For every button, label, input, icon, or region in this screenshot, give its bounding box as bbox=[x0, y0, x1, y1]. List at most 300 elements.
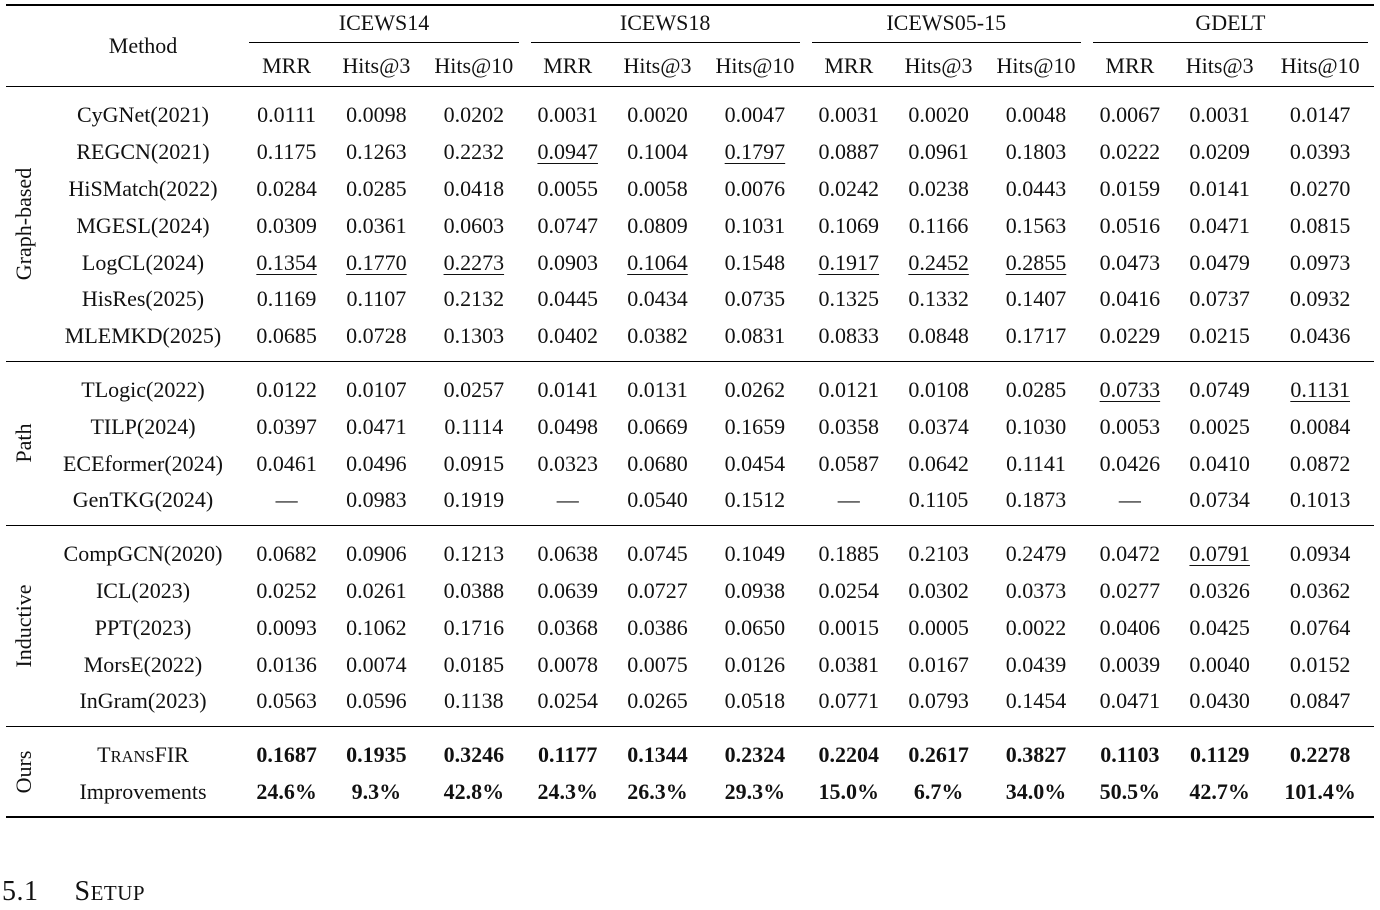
value-cell bbox=[525, 726, 611, 773]
method-cell: TILP(2024) bbox=[90, 413, 196, 439]
metric-value: 0.0202 bbox=[443, 102, 505, 128]
metric-header: MRR bbox=[824, 53, 874, 78]
metric-value: 0.0277 bbox=[1099, 577, 1161, 603]
section-heading bbox=[2, 876, 145, 908]
value-cell bbox=[423, 207, 525, 244]
metric-value: 0.0121 bbox=[818, 376, 880, 402]
metric-value: 0.0076 bbox=[724, 175, 786, 201]
group-label: Ours bbox=[11, 750, 37, 793]
value-cell bbox=[1173, 207, 1266, 244]
group-label-cell bbox=[6, 726, 43, 817]
table-row bbox=[6, 361, 1374, 408]
value-cell bbox=[243, 445, 329, 482]
value-cell bbox=[330, 361, 423, 408]
metric-value: 0.0048 bbox=[1005, 102, 1067, 128]
value-cell bbox=[985, 207, 1086, 244]
metric-value: 0.1069 bbox=[818, 212, 880, 238]
value-cell bbox=[243, 683, 329, 726]
metric-value: 24.3% bbox=[537, 778, 598, 804]
metric-value: 0.2132 bbox=[443, 286, 505, 312]
value-cell bbox=[1266, 683, 1374, 726]
metric-value: 0.0358 bbox=[818, 413, 880, 439]
metric-value: 0.0362 bbox=[1289, 577, 1351, 603]
value-cell bbox=[611, 318, 704, 361]
method-cell: CompGCN(2020) bbox=[63, 541, 223, 567]
value-cell bbox=[806, 408, 892, 445]
value-cell bbox=[806, 609, 892, 646]
metric-value: 29.3% bbox=[724, 778, 786, 804]
metric-value: 0.1213 bbox=[443, 541, 505, 567]
value-cell bbox=[1266, 408, 1374, 445]
metric-value: 0.1062 bbox=[346, 614, 407, 640]
table-row bbox=[6, 171, 1374, 208]
group-label: Inductive bbox=[11, 584, 37, 668]
metric-value: 0.0749 bbox=[1189, 376, 1250, 402]
metric-value: 0.0445 bbox=[537, 286, 598, 312]
metric-value: 0.0108 bbox=[908, 376, 969, 402]
metric-value: 0.0262 bbox=[724, 376, 786, 402]
value-cell bbox=[806, 281, 892, 318]
group-label-cell bbox=[6, 87, 43, 362]
metric-header: Hits@3 bbox=[904, 53, 973, 78]
value-cell bbox=[1266, 726, 1374, 773]
metric-value: 0.0471 bbox=[1099, 688, 1161, 714]
metric-value: 0.0418 bbox=[443, 175, 505, 201]
metric-value: 0.0473 bbox=[1099, 249, 1161, 275]
metric-value: 0.0159 bbox=[1099, 175, 1161, 201]
value-cell bbox=[806, 318, 892, 361]
group-label-cell bbox=[6, 525, 43, 726]
metric-value: 0.0111 bbox=[257, 102, 317, 128]
value-cell bbox=[1173, 646, 1266, 683]
value-cell bbox=[423, 683, 525, 726]
value-cell bbox=[1087, 573, 1173, 610]
value-cell bbox=[423, 281, 525, 318]
metric-value: 0.0039 bbox=[1099, 651, 1161, 677]
value-cell bbox=[1087, 134, 1173, 171]
value-cell bbox=[892, 244, 985, 281]
value-cell bbox=[611, 171, 704, 208]
metric-value: 42.8% bbox=[443, 778, 505, 804]
table-row bbox=[6, 525, 1374, 572]
metric-value: 0.0938 bbox=[724, 577, 786, 603]
metric-value: 0.1563 bbox=[1005, 212, 1067, 238]
metric-value: 0.0229 bbox=[1099, 323, 1161, 349]
metric-value: 0.0107 bbox=[346, 376, 407, 402]
value-cell bbox=[1266, 445, 1374, 482]
value-cell bbox=[892, 361, 985, 408]
metric-value: 101.4% bbox=[1284, 778, 1356, 804]
metric-header: Hits@3 bbox=[1185, 53, 1254, 78]
value-cell bbox=[704, 281, 806, 318]
metric-value: 0.0496 bbox=[346, 450, 407, 476]
metric-value: 0.0518 bbox=[724, 688, 786, 714]
metric-value: 0.0831 bbox=[724, 323, 786, 349]
metric-value: 0.0209 bbox=[1189, 139, 1250, 165]
value-cell bbox=[1087, 646, 1173, 683]
value-cell bbox=[806, 482, 892, 525]
value-cell bbox=[892, 281, 985, 318]
metric-value: 0.1030 bbox=[1005, 413, 1067, 439]
metric-value: 0.0285 bbox=[1005, 376, 1067, 402]
metric-header: Hits@3 bbox=[623, 53, 692, 78]
metric-value: 0.2273 bbox=[443, 249, 505, 275]
metric-value: 0.1105 bbox=[908, 487, 969, 513]
metric-value: 0.0254 bbox=[537, 688, 598, 714]
value-cell bbox=[525, 244, 611, 281]
value-cell bbox=[892, 171, 985, 208]
metric-value: — bbox=[837, 487, 860, 513]
metric-value: 0.1049 bbox=[724, 541, 786, 567]
metric-value: 0.0015 bbox=[818, 614, 880, 640]
value-cell bbox=[704, 774, 806, 818]
metric-value: 0.0685 bbox=[256, 323, 317, 349]
metric-value: 0.0472 bbox=[1099, 541, 1161, 567]
value-cell bbox=[1087, 774, 1173, 818]
value-cell bbox=[330, 134, 423, 171]
dataset-header-icews05-15 bbox=[806, 5, 1087, 46]
value-cell bbox=[1266, 774, 1374, 818]
value-cell bbox=[1173, 726, 1266, 773]
dataset-label: ICEWS05-15 bbox=[812, 10, 1081, 43]
metric-value: 0.0222 bbox=[1099, 139, 1161, 165]
value-cell bbox=[611, 244, 704, 281]
value-cell bbox=[985, 408, 1086, 445]
metric-value: 0.0326 bbox=[1189, 577, 1250, 603]
value-cell bbox=[423, 318, 525, 361]
metric-value: 0.0252 bbox=[256, 577, 317, 603]
metric-value: 0.0587 bbox=[818, 450, 880, 476]
metric-value: 0.1935 bbox=[346, 742, 407, 768]
value-cell bbox=[704, 134, 806, 171]
metric-value: 0.0737 bbox=[1189, 286, 1250, 312]
table-row bbox=[6, 281, 1374, 318]
dataset-header-icews14 bbox=[243, 5, 524, 46]
value-cell bbox=[330, 525, 423, 572]
value-cell bbox=[806, 361, 892, 408]
metric-value: 0.1919 bbox=[443, 487, 505, 513]
value-cell bbox=[423, 774, 525, 818]
value-cell bbox=[611, 361, 704, 408]
value-cell bbox=[704, 171, 806, 208]
method-cell: LogCL(2024) bbox=[81, 249, 205, 275]
metric-value: 0.0516 bbox=[1099, 212, 1161, 238]
value-cell bbox=[243, 318, 329, 361]
value-cell bbox=[985, 134, 1086, 171]
value-cell bbox=[1087, 318, 1173, 361]
value-cell bbox=[1087, 361, 1173, 408]
value-cell bbox=[330, 482, 423, 525]
value-cell bbox=[243, 646, 329, 683]
table-row bbox=[6, 774, 1374, 818]
value-cell bbox=[330, 445, 423, 482]
metric-value: 0.0771 bbox=[818, 688, 880, 714]
metric-value: 0.0025 bbox=[1189, 413, 1250, 439]
value-cell bbox=[892, 318, 985, 361]
metric-value: 0.0669 bbox=[627, 413, 688, 439]
metric-value: 0.1103 bbox=[1100, 742, 1160, 768]
metric-value: 0.0131 bbox=[627, 376, 688, 402]
method-cell bbox=[43, 726, 244, 773]
metric-value: — bbox=[275, 487, 298, 513]
table-body bbox=[6, 87, 1374, 818]
metric-value: 0.1303 bbox=[443, 323, 505, 349]
metric-value: 0.0397 bbox=[256, 413, 317, 439]
value-cell bbox=[423, 609, 525, 646]
metric-header: MRR bbox=[262, 53, 312, 78]
value-cell bbox=[330, 573, 423, 610]
metric-value: 0.0727 bbox=[627, 577, 688, 603]
table-row bbox=[6, 683, 1374, 726]
value-cell bbox=[525, 171, 611, 208]
value-cell bbox=[704, 408, 806, 445]
value-cell bbox=[330, 646, 423, 683]
metric-value: 0.2204 bbox=[818, 742, 880, 768]
value-cell bbox=[704, 609, 806, 646]
metric-value: 0.1687 bbox=[256, 742, 317, 768]
value-cell bbox=[806, 134, 892, 171]
metric-value: 34.0% bbox=[1005, 778, 1067, 804]
value-cell bbox=[330, 244, 423, 281]
value-cell bbox=[611, 609, 704, 646]
group-label: Path bbox=[11, 423, 37, 463]
metric-value: 0.0141 bbox=[537, 376, 598, 402]
value-cell bbox=[243, 361, 329, 408]
value-cell bbox=[525, 573, 611, 610]
dataset-label: ICEWS14 bbox=[249, 10, 518, 43]
method-cell: MorsE(2022) bbox=[83, 651, 203, 677]
value-cell bbox=[611, 207, 704, 244]
metric-value: 0.0439 bbox=[1005, 651, 1067, 677]
metric-value: 0.0479 bbox=[1189, 249, 1250, 275]
value-cell bbox=[423, 408, 525, 445]
metric-value: 0.1107 bbox=[346, 286, 407, 312]
value-cell bbox=[243, 482, 329, 525]
metric-value: 0.0973 bbox=[1289, 249, 1351, 275]
metric-value: 0.0540 bbox=[627, 487, 688, 513]
metric-value: 0.0434 bbox=[627, 286, 688, 312]
metric-value: 0.0983 bbox=[346, 487, 407, 513]
metric-value: 0.0261 bbox=[346, 577, 407, 603]
metric-value: 0.1177 bbox=[538, 742, 598, 768]
value-cell bbox=[1173, 244, 1266, 281]
value-cell bbox=[243, 134, 329, 171]
value-cell bbox=[243, 244, 329, 281]
metric-value: 42.7% bbox=[1189, 778, 1250, 804]
metric-value: 0.2855 bbox=[1005, 249, 1067, 275]
value-cell bbox=[423, 445, 525, 482]
value-cell bbox=[243, 281, 329, 318]
value-cell bbox=[985, 482, 1086, 525]
corner-cell bbox=[6, 5, 43, 46]
value-cell bbox=[611, 646, 704, 683]
value-cell bbox=[611, 281, 704, 318]
metric-header: MRR bbox=[543, 53, 593, 78]
value-cell bbox=[243, 525, 329, 572]
metric-value: 0.0498 bbox=[537, 413, 598, 439]
metric-value: 0.0454 bbox=[724, 450, 786, 476]
value-cell bbox=[806, 573, 892, 610]
value-cell bbox=[525, 774, 611, 818]
value-cell bbox=[985, 774, 1086, 818]
value-cell bbox=[611, 482, 704, 525]
metric-value: 0.0872 bbox=[1289, 450, 1351, 476]
value-cell bbox=[806, 171, 892, 208]
value-cell bbox=[423, 87, 525, 134]
table-row bbox=[6, 726, 1374, 773]
metric-value: 0.1797 bbox=[724, 139, 786, 165]
metric-value: 0.0416 bbox=[1099, 286, 1161, 312]
metric-value: 0.0833 bbox=[818, 323, 880, 349]
table-row bbox=[6, 609, 1374, 646]
metric-value: 0.1332 bbox=[908, 286, 969, 312]
metric-value: 0.0809 bbox=[627, 212, 688, 238]
value-cell bbox=[985, 361, 1086, 408]
method-cell: HisRes(2025) bbox=[81, 286, 205, 312]
value-cell bbox=[243, 774, 329, 818]
value-cell bbox=[892, 207, 985, 244]
table-row bbox=[6, 445, 1374, 482]
metric-value: 0.0257 bbox=[443, 376, 505, 402]
value-cell bbox=[985, 244, 1086, 281]
dataset-header-gdelt bbox=[1087, 5, 1374, 46]
value-cell bbox=[611, 134, 704, 171]
metric-value: 0.0728 bbox=[346, 323, 407, 349]
value-cell bbox=[806, 646, 892, 683]
value-cell bbox=[1087, 609, 1173, 646]
metric-value: 0.2278 bbox=[1289, 742, 1351, 768]
metric-value: 26.3% bbox=[627, 778, 688, 804]
value-cell bbox=[892, 445, 985, 482]
metric-value: 0.1885 bbox=[818, 541, 880, 567]
metric-value: 0.1138 bbox=[443, 688, 504, 714]
method-name-part: T bbox=[97, 742, 111, 768]
method-cell: PPT(2023) bbox=[94, 614, 192, 640]
metric-value: 6.7% bbox=[913, 778, 964, 804]
metric-value: 0.1407 bbox=[1005, 286, 1067, 312]
metric-value: 0.0368 bbox=[537, 614, 598, 640]
value-cell bbox=[1087, 683, 1173, 726]
value-cell bbox=[525, 609, 611, 646]
metric-value: 0.0075 bbox=[627, 651, 688, 677]
method-name-part: RANS bbox=[110, 747, 155, 767]
value-cell bbox=[525, 525, 611, 572]
metric-value: 0.0152 bbox=[1289, 651, 1351, 677]
metric-value: 0.0471 bbox=[346, 413, 407, 439]
method-cell: InGram(2023) bbox=[79, 688, 207, 714]
metric-value: 0.0136 bbox=[256, 651, 317, 677]
value-cell bbox=[704, 244, 806, 281]
group-label-cell bbox=[6, 361, 43, 525]
metric-value: 0.1803 bbox=[1005, 139, 1067, 165]
section-title-rest: ETUP bbox=[90, 881, 146, 905]
value-cell bbox=[1087, 726, 1173, 773]
metric-value: 0.1013 bbox=[1289, 487, 1351, 513]
metric-value: — bbox=[556, 487, 579, 513]
metric-value: — bbox=[1118, 487, 1141, 513]
table-row bbox=[6, 482, 1374, 525]
value-cell bbox=[525, 87, 611, 134]
metric-value: 0.0443 bbox=[1005, 175, 1067, 201]
metric-value: 0.0793 bbox=[908, 688, 969, 714]
metric-value: 0.1175 bbox=[256, 139, 317, 165]
metric-value: 0.0638 bbox=[537, 541, 598, 567]
metric-value: 0.0084 bbox=[1289, 413, 1351, 439]
value-cell bbox=[704, 207, 806, 244]
value-cell bbox=[1087, 207, 1173, 244]
method-cell: HiSMatch(2022) bbox=[68, 175, 218, 201]
metric-value: 0.0242 bbox=[818, 175, 880, 201]
value-cell bbox=[704, 87, 806, 134]
value-cell bbox=[704, 482, 806, 525]
metric-value: 0.0270 bbox=[1289, 175, 1351, 201]
metric-value: 0.0596 bbox=[346, 688, 407, 714]
value-cell bbox=[1087, 525, 1173, 572]
dataset-header-icews18 bbox=[525, 5, 806, 46]
metric-value: 0.0436 bbox=[1289, 323, 1351, 349]
method-cell: ICL(2023) bbox=[95, 577, 191, 603]
method-cell: TLogic(2022) bbox=[81, 376, 205, 402]
metric-value: 0.1354 bbox=[256, 249, 317, 275]
metric-value: 0.0733 bbox=[1099, 376, 1161, 402]
method-cell: Improvements bbox=[79, 778, 207, 804]
value-cell bbox=[243, 609, 329, 646]
metric-value: 0.0122 bbox=[256, 376, 317, 402]
metric-value: 0.0642 bbox=[908, 450, 969, 476]
value-cell bbox=[330, 171, 423, 208]
metric-header: MRR bbox=[1105, 53, 1155, 78]
section-title bbox=[75, 876, 146, 907]
value-cell bbox=[243, 726, 329, 773]
value-cell bbox=[985, 525, 1086, 572]
metric-value: 0.0215 bbox=[1189, 323, 1250, 349]
value-cell bbox=[330, 318, 423, 361]
metric-value: 24.6% bbox=[256, 778, 317, 804]
table-row bbox=[6, 408, 1374, 445]
value-cell bbox=[892, 726, 985, 773]
metric-value: 0.0361 bbox=[346, 212, 407, 238]
metric-value: 0.0735 bbox=[724, 286, 786, 312]
metric-value: 0.0471 bbox=[1189, 212, 1250, 238]
value-cell bbox=[892, 683, 985, 726]
corner-cell bbox=[6, 46, 43, 87]
metric-value: 0.0947 bbox=[537, 139, 598, 165]
value-cell bbox=[330, 726, 423, 773]
value-cell bbox=[423, 726, 525, 773]
metric-value: 0.0265 bbox=[627, 688, 688, 714]
metric-value: 0.0382 bbox=[627, 323, 688, 349]
metric-value: 0.0147 bbox=[1289, 102, 1351, 128]
metric-value: 0.1548 bbox=[724, 249, 786, 275]
dataset-label: GDELT bbox=[1093, 10, 1368, 43]
metric-value: 0.0791 bbox=[1189, 541, 1250, 567]
value-cell bbox=[611, 726, 704, 773]
table-row bbox=[6, 134, 1374, 171]
metric-value: 0.0734 bbox=[1189, 487, 1250, 513]
value-cell bbox=[330, 207, 423, 244]
value-cell bbox=[892, 774, 985, 818]
metric-value: 0.0887 bbox=[818, 139, 880, 165]
value-cell bbox=[806, 445, 892, 482]
value-cell bbox=[806, 774, 892, 818]
metric-value: 0.1917 bbox=[818, 249, 880, 275]
value-cell bbox=[892, 573, 985, 610]
metric-value: 0.0053 bbox=[1099, 413, 1161, 439]
table-row bbox=[6, 573, 1374, 610]
metric-value: 0.0682 bbox=[256, 541, 317, 567]
metric-value: 0.0374 bbox=[908, 413, 969, 439]
value-cell bbox=[611, 445, 704, 482]
